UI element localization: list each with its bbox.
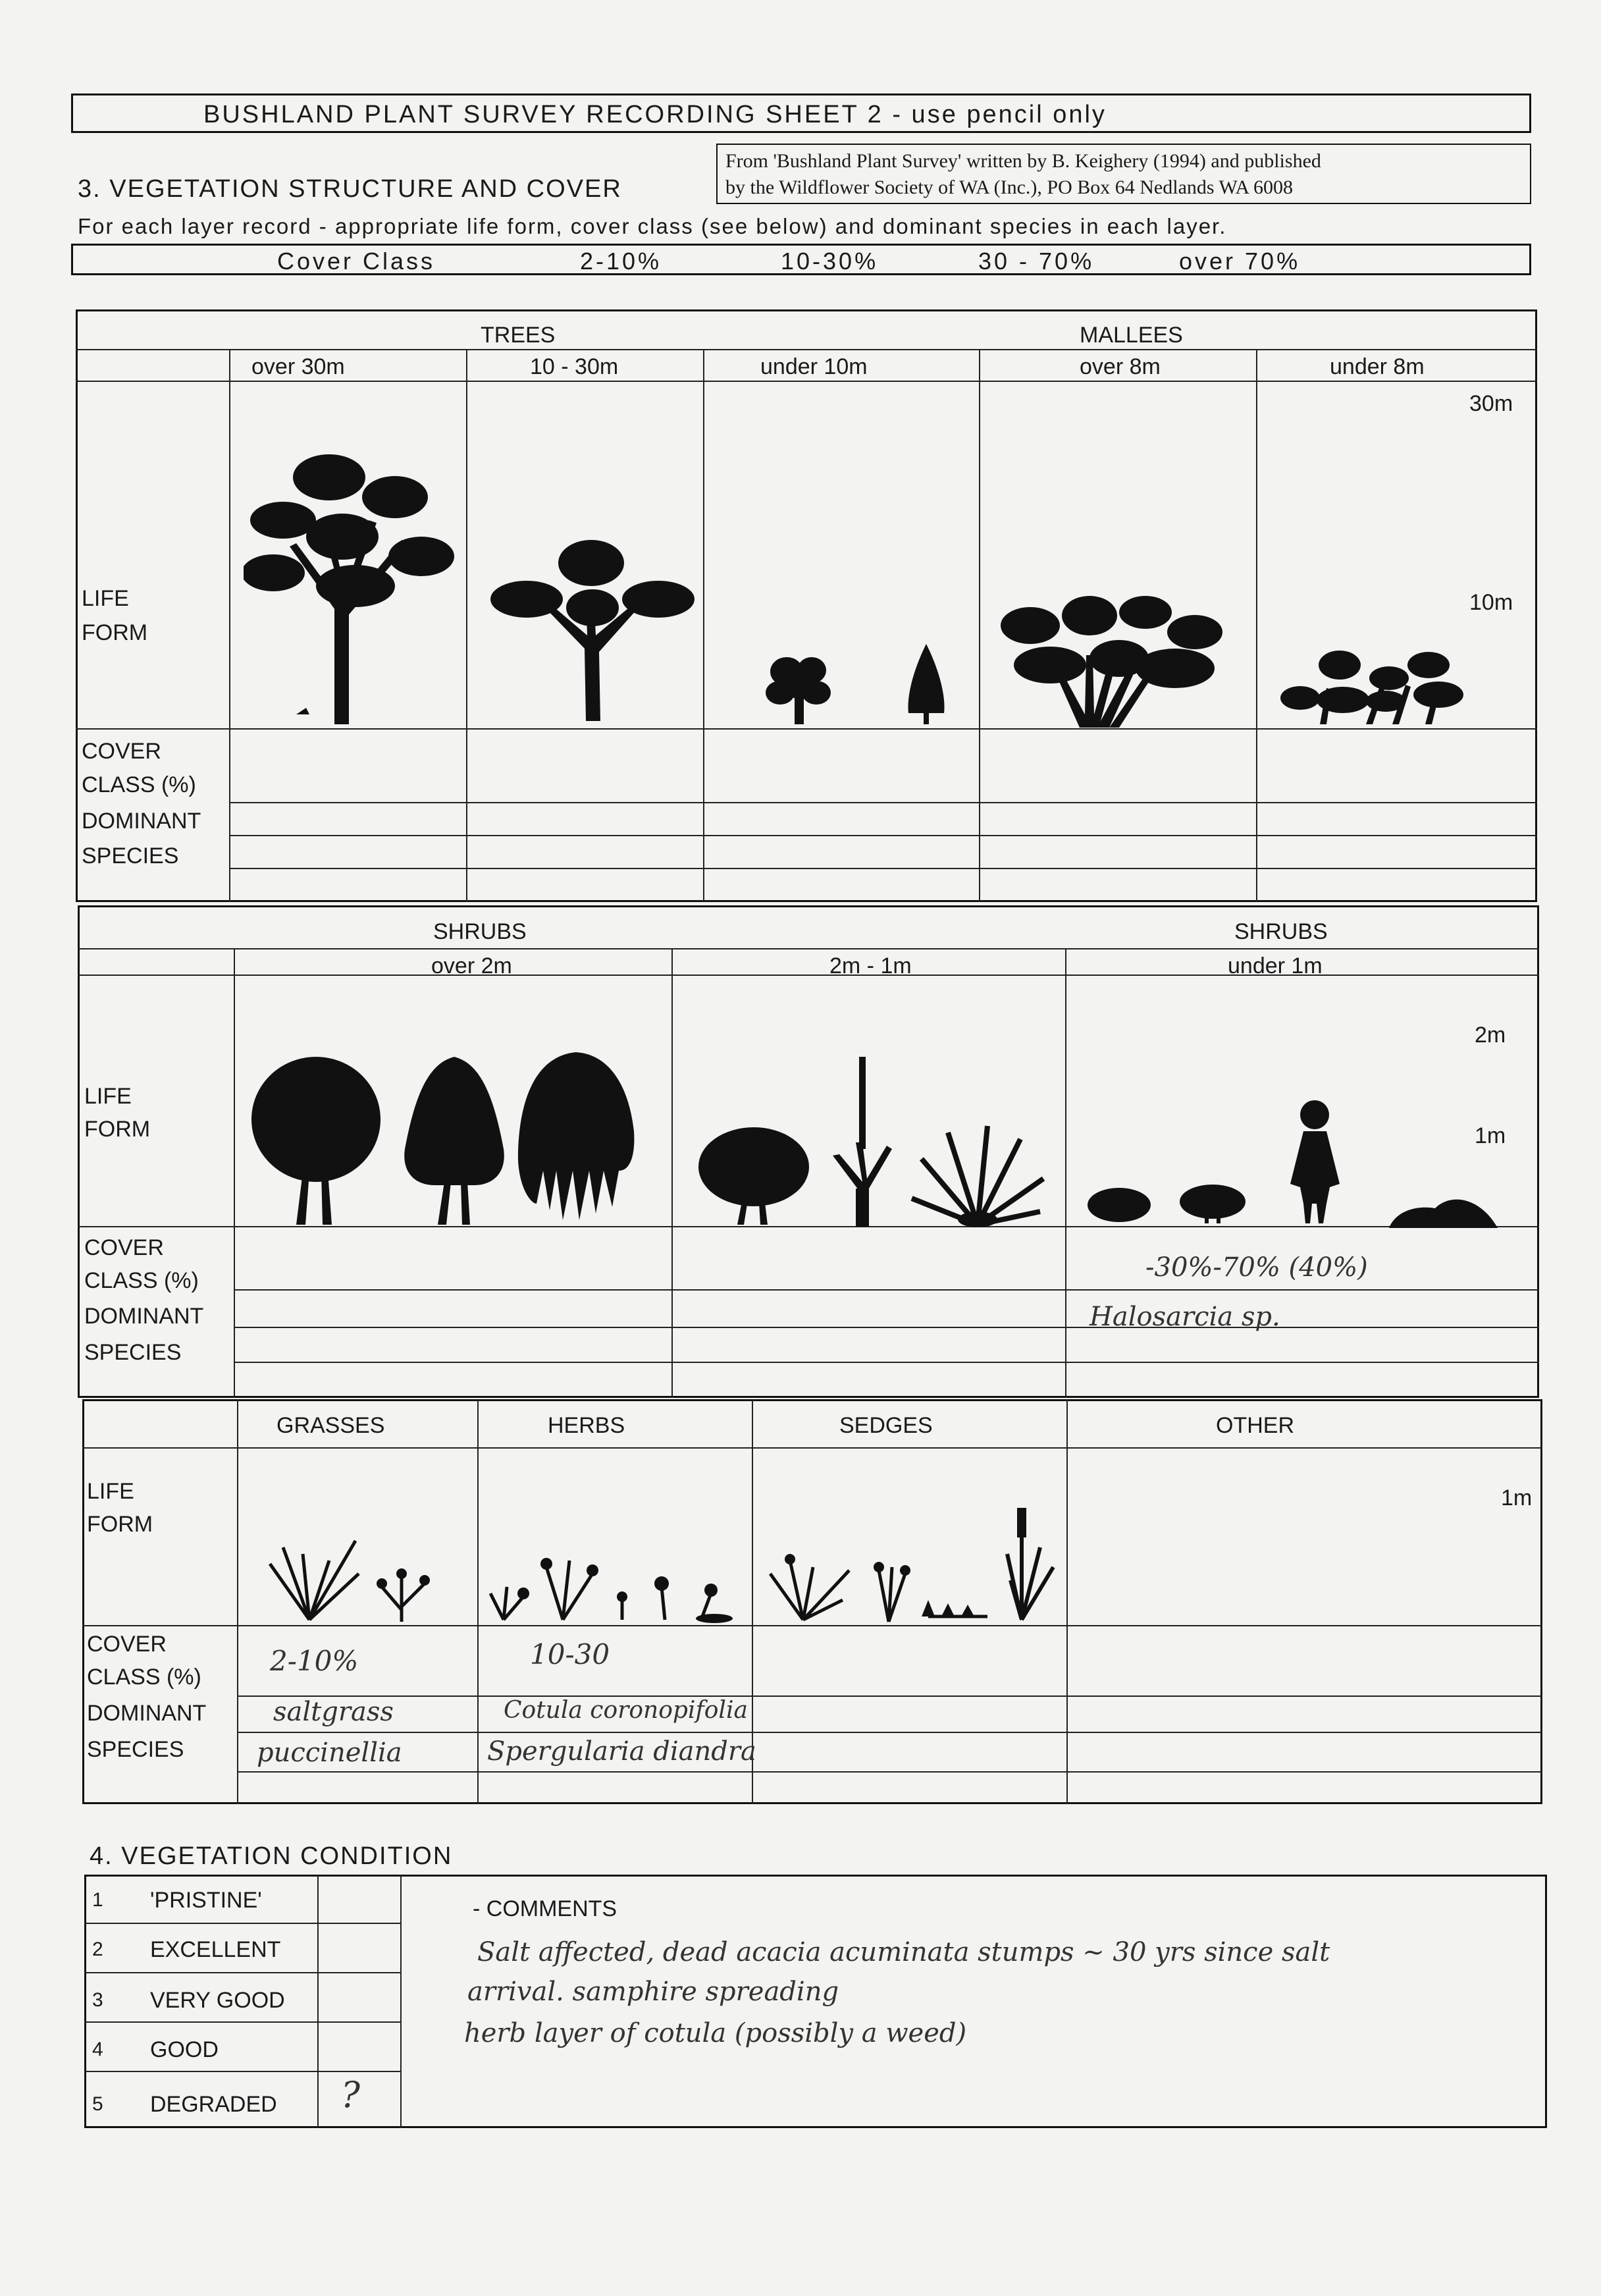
ground-life-label: LIFE [87,1479,134,1504]
tiny-shrub-icon-2 [1178,1182,1247,1225]
trees-col-over30: over 30m [251,354,345,379]
cover-class-4: over 70% [1179,248,1301,275]
cover-class-bar [71,244,1531,275]
shrubs-life-label: LIFE [84,1084,132,1109]
trees-form-label: FORM [82,620,148,645]
shrubs-cover-label: COVER [84,1235,164,1260]
condition-row-good[interactable] [84,2021,400,2071]
shrubs-scale-1m: 1m [1475,1123,1506,1148]
ground-class-label: CLASS (%) [87,1665,201,1690]
medium-tree-icon [487,537,698,728]
round-shrub-icon [250,1054,382,1225]
condition-num: 3 [92,1989,103,2011]
ground-col-other: OTHER [1216,1413,1294,1438]
ground-dominant-label: DOMINANT [87,1701,207,1726]
instruction-text: For each layer record - appropriate life form, cover class (see below) and dominant species in each layer. [78,214,1227,238]
ground-form-label: FORM [87,1512,153,1537]
comment-line-1: Salt affected, dead acacia acuminata stumps ~ 30 yrs since salt [477,1937,1330,1967]
ground-col-herbs: HERBS [548,1413,625,1438]
trees-cover-label: COVER [82,739,161,764]
trees-life-label: LIFE [82,586,129,611]
ground-species-label: SPECIES [87,1737,184,1762]
trees-scale-30m: 30m [1469,391,1513,416]
ground-col-sedges: SEDGES [839,1413,933,1438]
cover-class-label: Cover Class [277,248,436,275]
trees-scale-10m: 10m [1469,590,1513,615]
grasstree-icon [826,1057,899,1228]
trees-col-10-30: 10 - 30m [530,354,619,379]
trees-species-label: SPECIES [82,843,179,868]
trees-dominant-label: DOMINANT [82,809,201,834]
section4-title: 4. VEGETATION CONDITION [90,1842,453,1870]
comment-line-2: arrival. samphire spreading [467,1977,839,2007]
shrubs-class-label: CLASS (%) [84,1268,199,1293]
condition-num: 1 [92,1889,103,1911]
grass-tuft-icon [263,1534,362,1623]
herbs-cluster-icon [484,1541,734,1623]
cover-class-1: 2-10% [580,248,662,275]
condition-label: GOOD [150,2037,219,2062]
ground-cover-label: COVER [87,1632,167,1657]
low-shrub-icon [698,1126,810,1225]
tall-shrub-icon [402,1057,507,1225]
sheet-title: BUSHLAND PLANT SURVEY RECORDING SHEET 2 - use pencil only [203,101,1107,128]
tall-mallee-icon [1001,596,1224,731]
condition-label: VERY GOOD [150,1988,285,2013]
source-note-line1: From 'Bushland Plant Survey' written by B. Keighery (1994) and published [725,150,1321,172]
shrubs-col-2-1: 2m - 1m [829,953,912,978]
condition-label: EXCELLENT [150,1937,281,1962]
grasses-species-2: puccinellia [257,1738,402,1768]
grasses-cover-entry: 2-10% [270,1645,359,1677]
herbs-cover-entry: 10-30 [530,1638,610,1670]
condition-num: 5 [92,2093,103,2115]
fern-icon [908,1119,1047,1228]
ground-col-grasses: GRASSES [276,1413,385,1438]
shrubs-dominant-label: DOMINANT [84,1304,204,1329]
condition-label: 'PRISTINE' [150,1888,262,1913]
mallees-col-under8: under 8m [1330,354,1425,379]
ground-scale-1m: 1m [1501,1485,1533,1510]
shrubs-left-header: SHRUBS [433,919,527,944]
herbs-species-1: Cotula coronopifolia [504,1697,748,1724]
bulrush-icon [1001,1508,1060,1623]
short-mallee-icon [1280,649,1465,728]
tall-tree-icon [244,448,461,731]
cover-class-2: 10-30% [781,248,879,275]
source-note-line2: by the Wildflower Society of WA (Inc.), PO Box 64 Nedlands WA 6008 [725,176,1294,198]
mallees-col-over8: over 8m [1080,354,1161,379]
condition-row-excellent[interactable] [84,1923,400,1972]
shrubs-scale-2m: 2m [1475,1023,1506,1048]
weeping-shrub-icon [517,1052,635,1225]
grasses-species-1: saltgrass [273,1697,394,1727]
sheet-title-box [71,93,1531,133]
shrubs-right-header: SHRUBS [1234,919,1328,944]
trees-col-under10: under 10m [760,354,868,379]
condition-num: 4 [92,2039,103,2060]
degraded-mark: ? [341,2074,360,2116]
small-herb-icon [372,1564,431,1623]
trees-header: TREES [481,323,556,348]
condition-num: 2 [92,1938,103,1960]
source-note-box [716,144,1531,204]
shrubs-species-label: SPECIES [84,1340,182,1365]
sedge-icon [764,1541,856,1623]
shrubs-col-over2: over 2m [431,953,512,978]
condition-row-very-good[interactable] [84,1972,400,2021]
rush-icon [869,1551,987,1623]
tiny-shrub-icon-1 [1086,1185,1152,1225]
shrubs-col-under1: under 1m [1228,953,1323,978]
condition-row-pristine[interactable] [84,1875,400,1923]
trees-class-label: CLASS (%) [82,772,196,797]
herbs-species-2: Spergularia diandra [487,1736,756,1767]
condition-row-degraded[interactable] [84,2071,400,2128]
shrubs-form-label: FORM [84,1117,151,1142]
small-figure-icon [1287,1098,1343,1227]
comment-line-3: herb layer of cotula (possibly a weed) [464,2018,967,2048]
shrubs-species-entry: Halosarcia sp. [1089,1302,1280,1332]
groundcover-icon [1389,1192,1498,1228]
mallees-header: MALLEES [1080,323,1183,348]
cover-class-3: 30 - 70% [978,248,1095,275]
section3-title: 3. VEGETATION STRUCTURE AND COVER [78,175,622,203]
shrubs-cover-entry: -30%-70% (40%) [1145,1252,1368,1283]
comments-label: - COMMENTS [473,1896,617,1921]
condition-label: DEGRADED [150,2092,277,2117]
conifer-icon [903,644,949,726]
small-tree-icon [760,652,839,728]
